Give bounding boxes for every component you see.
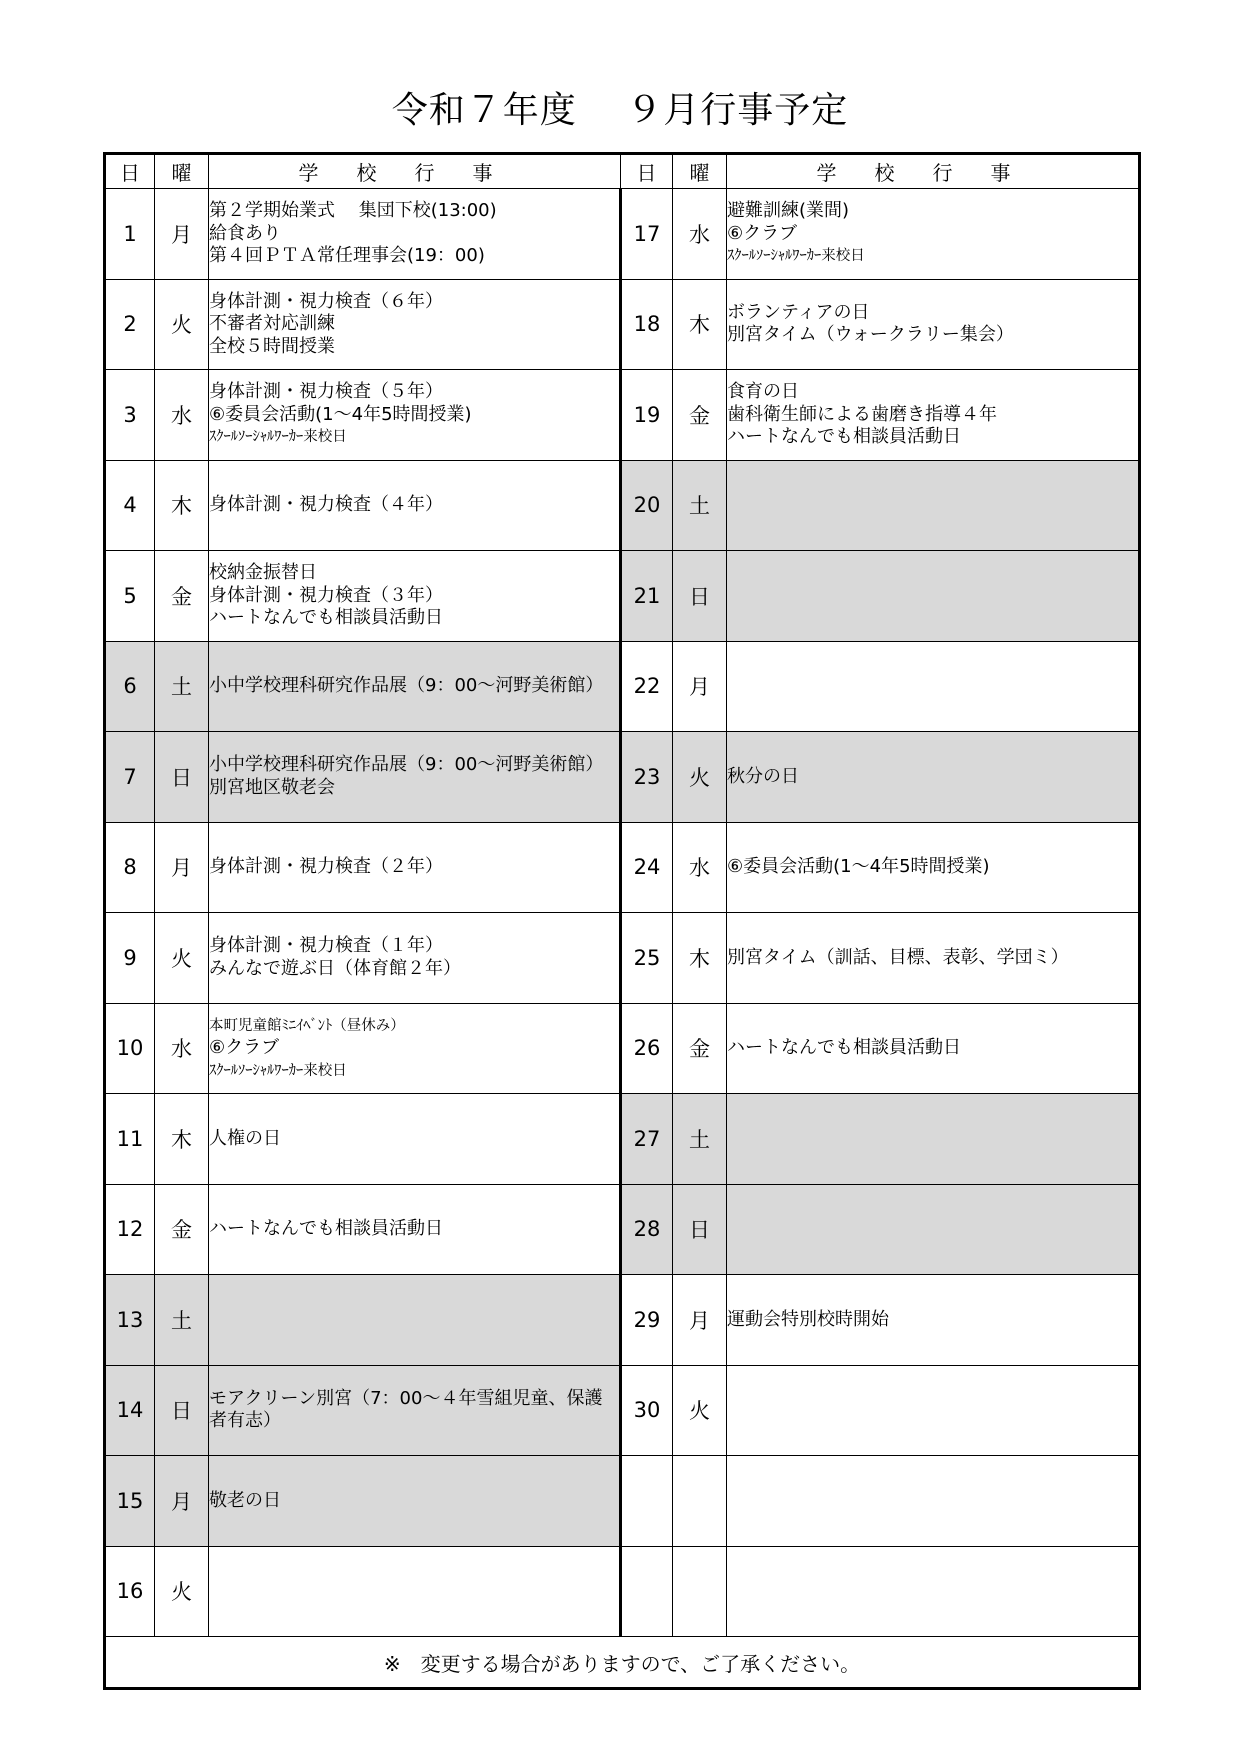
weekday: 月 (673, 1275, 727, 1366)
events-cell (209, 822, 621, 913)
events-cell (209, 1094, 621, 1185)
day-number: 12 (105, 1184, 155, 1275)
event-item: 人権の日 (209, 1127, 281, 1149)
events-cell (209, 732, 621, 823)
event-item: 第２学期始業式 集団下校(13:00) (209, 200, 497, 221)
day-number: 6 (105, 641, 155, 732)
event-item: 身体計測・視力検査（１年） (209, 935, 443, 957)
event-item: ハートなんでも相談員活動日 (727, 1037, 961, 1058)
weekday: 火 (673, 732, 727, 823)
event-item: 身体計測・視力検査（４年） (209, 494, 443, 515)
weekday: 日 (673, 551, 727, 642)
event-item: ハートなんでも相談員活動日 (209, 1218, 443, 1239)
events-cell (209, 913, 621, 1004)
event-item: 給食あり (209, 222, 281, 244)
events-cell (209, 370, 621, 461)
table-row (105, 1456, 1140, 1547)
events-cell (727, 1094, 1140, 1185)
weekday: 土 (673, 1094, 727, 1185)
table-row (105, 551, 1140, 642)
event-item: ｽｸｰﾙｿｰｼｬﾙﾜｰｶｰ来校日 (209, 1062, 347, 1079)
weekday: 水 (155, 370, 209, 461)
events-cell (727, 641, 1140, 732)
event-item: 身体計測・視力検査（２年） (209, 856, 443, 877)
events-cell (727, 1003, 1140, 1094)
day-number: 30 (621, 1365, 673, 1456)
weekday: 水 (155, 1003, 209, 1094)
weekday: 火 (155, 1546, 209, 1637)
weekday: 木 (155, 1094, 209, 1185)
event-item: ｽｸｰﾙｿｰｼｬﾙﾜｰｶｰ来校日 (727, 248, 865, 264)
table-row (105, 641, 1140, 732)
day-number: 16 (105, 1546, 155, 1637)
day-number: 13 (105, 1275, 155, 1366)
events-cell (727, 1275, 1140, 1366)
day-number: 27 (621, 1094, 673, 1185)
table-row (105, 1365, 1140, 1456)
table-row (105, 1003, 1140, 1094)
day-number: 7 (105, 732, 155, 823)
event-item: 身体計測・視力検査（５年） (209, 381, 443, 402)
weekday: 金 (155, 551, 209, 642)
event-item: 不審者対応訓練 (209, 313, 335, 334)
day-number: 21 (621, 551, 673, 642)
events-cell (209, 1456, 621, 1547)
table-row (105, 460, 1140, 551)
weekday: 月 (155, 822, 209, 913)
empty-cell (621, 1546, 673, 1637)
events-cell (727, 189, 1140, 280)
events-cell (209, 1275, 621, 1366)
event-item: 第４回ＰＴＡ常任理事会(19：00) (209, 245, 485, 266)
page-title: 令和７年度 ９月行事予定 (391, 90, 849, 131)
footer-note: ※ 変更する場合がありますので、ご了承ください。 (105, 1637, 1140, 1689)
event-item: 歯科衛生師による歯磨き指導４年 (727, 403, 997, 425)
event-item: 全校５時間授業 (209, 335, 335, 357)
header-day: 日 (621, 154, 673, 189)
table-row (105, 189, 1140, 280)
day-number: 8 (105, 822, 155, 913)
table-row (105, 1546, 1140, 1637)
day-number: 4 (105, 460, 155, 551)
events-cell (209, 551, 621, 642)
day-number: 10 (105, 1003, 155, 1094)
event-item: 本町児童館ﾐﾆｲﾍﾞﾝﾄ（昼休み） (209, 1017, 405, 1034)
day-number: 29 (621, 1275, 673, 1366)
events-cell (727, 822, 1140, 913)
events-cell (209, 279, 621, 370)
day-number: 23 (621, 732, 673, 823)
empty-cell (621, 1456, 673, 1547)
weekday: 火 (155, 913, 209, 1004)
event-item: ボランティアの日 (727, 301, 870, 323)
header-row (105, 154, 1140, 189)
table-row (105, 732, 1140, 823)
events-cell (727, 1184, 1140, 1275)
events-cell (209, 1365, 621, 1456)
weekday: 月 (155, 1456, 209, 1547)
day-number: 25 (621, 913, 673, 1004)
empty-cell (673, 1456, 727, 1547)
table-row (105, 1184, 1140, 1275)
events-cell (209, 641, 621, 732)
weekday: 土 (673, 460, 727, 551)
events-cell (209, 1003, 621, 1094)
empty-cell (673, 1546, 727, 1637)
weekday: 日 (673, 1184, 727, 1275)
day-number: 20 (621, 460, 673, 551)
event-item: 別宮地区敬老会 (209, 776, 335, 798)
event-item: ⑥クラブ (209, 1037, 280, 1058)
event-item: 食育の日 (727, 381, 799, 402)
weekday: 水 (673, 189, 727, 280)
schedule-table (103, 152, 1141, 1690)
weekday: 土 (155, 1275, 209, 1366)
weekday: 金 (673, 370, 727, 461)
table-row (105, 1275, 1140, 1366)
day-number: 14 (105, 1365, 155, 1456)
day-number: 17 (621, 189, 673, 280)
weekday: 日 (155, 732, 209, 823)
weekday: 水 (673, 822, 727, 913)
day-number: 5 (105, 551, 155, 642)
event-item: ⑥クラブ (727, 222, 798, 244)
events-cell (209, 1184, 621, 1275)
event-item: 小中学校理科研究作品展（9：00～河野美術館） (209, 754, 604, 776)
table-row (105, 279, 1140, 370)
event-item: 小中学校理科研究作品展（9：00～河野美術館） (209, 675, 604, 696)
weekday: 木 (155, 460, 209, 551)
event-item: 運動会特別校時開始 (727, 1308, 889, 1330)
events-cell (727, 279, 1140, 370)
day-number: 15 (105, 1456, 155, 1547)
day-number: 22 (621, 641, 673, 732)
weekday: 火 (155, 279, 209, 370)
event-item: ハートなんでも相談員活動日 (209, 607, 443, 628)
table-row (105, 370, 1140, 461)
empty-cell (727, 1456, 1140, 1547)
day-number: 24 (621, 822, 673, 913)
events-cell (727, 460, 1140, 551)
event-item: 身体計測・視力検査（６年） (209, 290, 443, 312)
events-cell (209, 1546, 621, 1637)
day-number: 18 (621, 279, 673, 370)
header-day: 日 (105, 154, 155, 189)
table-row (105, 822, 1140, 913)
event-item: モアクリーン別宮（7：00～４年雪組児童、保護者有志） (209, 1387, 603, 1432)
events-cell (727, 913, 1140, 1004)
weekday: 土 (155, 641, 209, 732)
day-number: 9 (105, 913, 155, 1004)
weekday: 木 (673, 279, 727, 370)
event-item: 別宮タイム（訓話、目標、表彰、学団ミ） (727, 946, 1069, 968)
event-item: 秋分の日 (727, 765, 799, 787)
table-row (105, 913, 1140, 1004)
weekday: 日 (155, 1365, 209, 1456)
table-row (105, 1094, 1140, 1185)
day-number: 3 (105, 370, 155, 461)
event-item: 身体計測・視力検査（３年） (209, 584, 443, 606)
weekday: 金 (673, 1003, 727, 1094)
event-item: 避難訓練(業間) (727, 200, 850, 221)
event-item: ハートなんでも相談員活動日 (727, 426, 961, 447)
weekday: 月 (155, 189, 209, 280)
weekday: 月 (673, 641, 727, 732)
event-item: ｽｸｰﾙｿｰｼｬﾙﾜｰｶｰ来校日 (209, 429, 347, 445)
header-events: 学校行事 (209, 154, 621, 189)
event-item: 別宮タイム（ウォークラリー集会） (727, 324, 1014, 346)
weekday: 木 (673, 913, 727, 1004)
event-item: 敬老の日 (209, 1489, 281, 1511)
day-number: 2 (105, 279, 155, 370)
weekday: 金 (155, 1184, 209, 1275)
event-item: ⑥委員会活動(1～4年5時間授業) (209, 403, 472, 425)
day-number: 11 (105, 1094, 155, 1185)
events-cell (209, 189, 621, 280)
event-item: みんなで遊ぶ日（体育館２年） (209, 957, 461, 979)
day-number: 26 (621, 1003, 673, 1094)
events-cell (727, 1365, 1140, 1456)
weekday: 火 (673, 1365, 727, 1456)
day-number: 19 (621, 370, 673, 461)
day-number: 1 (105, 189, 155, 280)
events-cell (209, 460, 621, 551)
events-cell (727, 551, 1140, 642)
events-cell (727, 370, 1140, 461)
event-item: ⑥委員会活動(1～4年5時間授業) (727, 856, 990, 877)
header-events: 学校行事 (727, 154, 1140, 189)
day-number: 28 (621, 1184, 673, 1275)
header-weekday: 曜 (673, 154, 727, 189)
events-cell (727, 732, 1140, 823)
event-item: 校納金振替日 (209, 562, 317, 583)
header-weekday: 曜 (155, 154, 209, 189)
empty-cell (727, 1546, 1140, 1637)
